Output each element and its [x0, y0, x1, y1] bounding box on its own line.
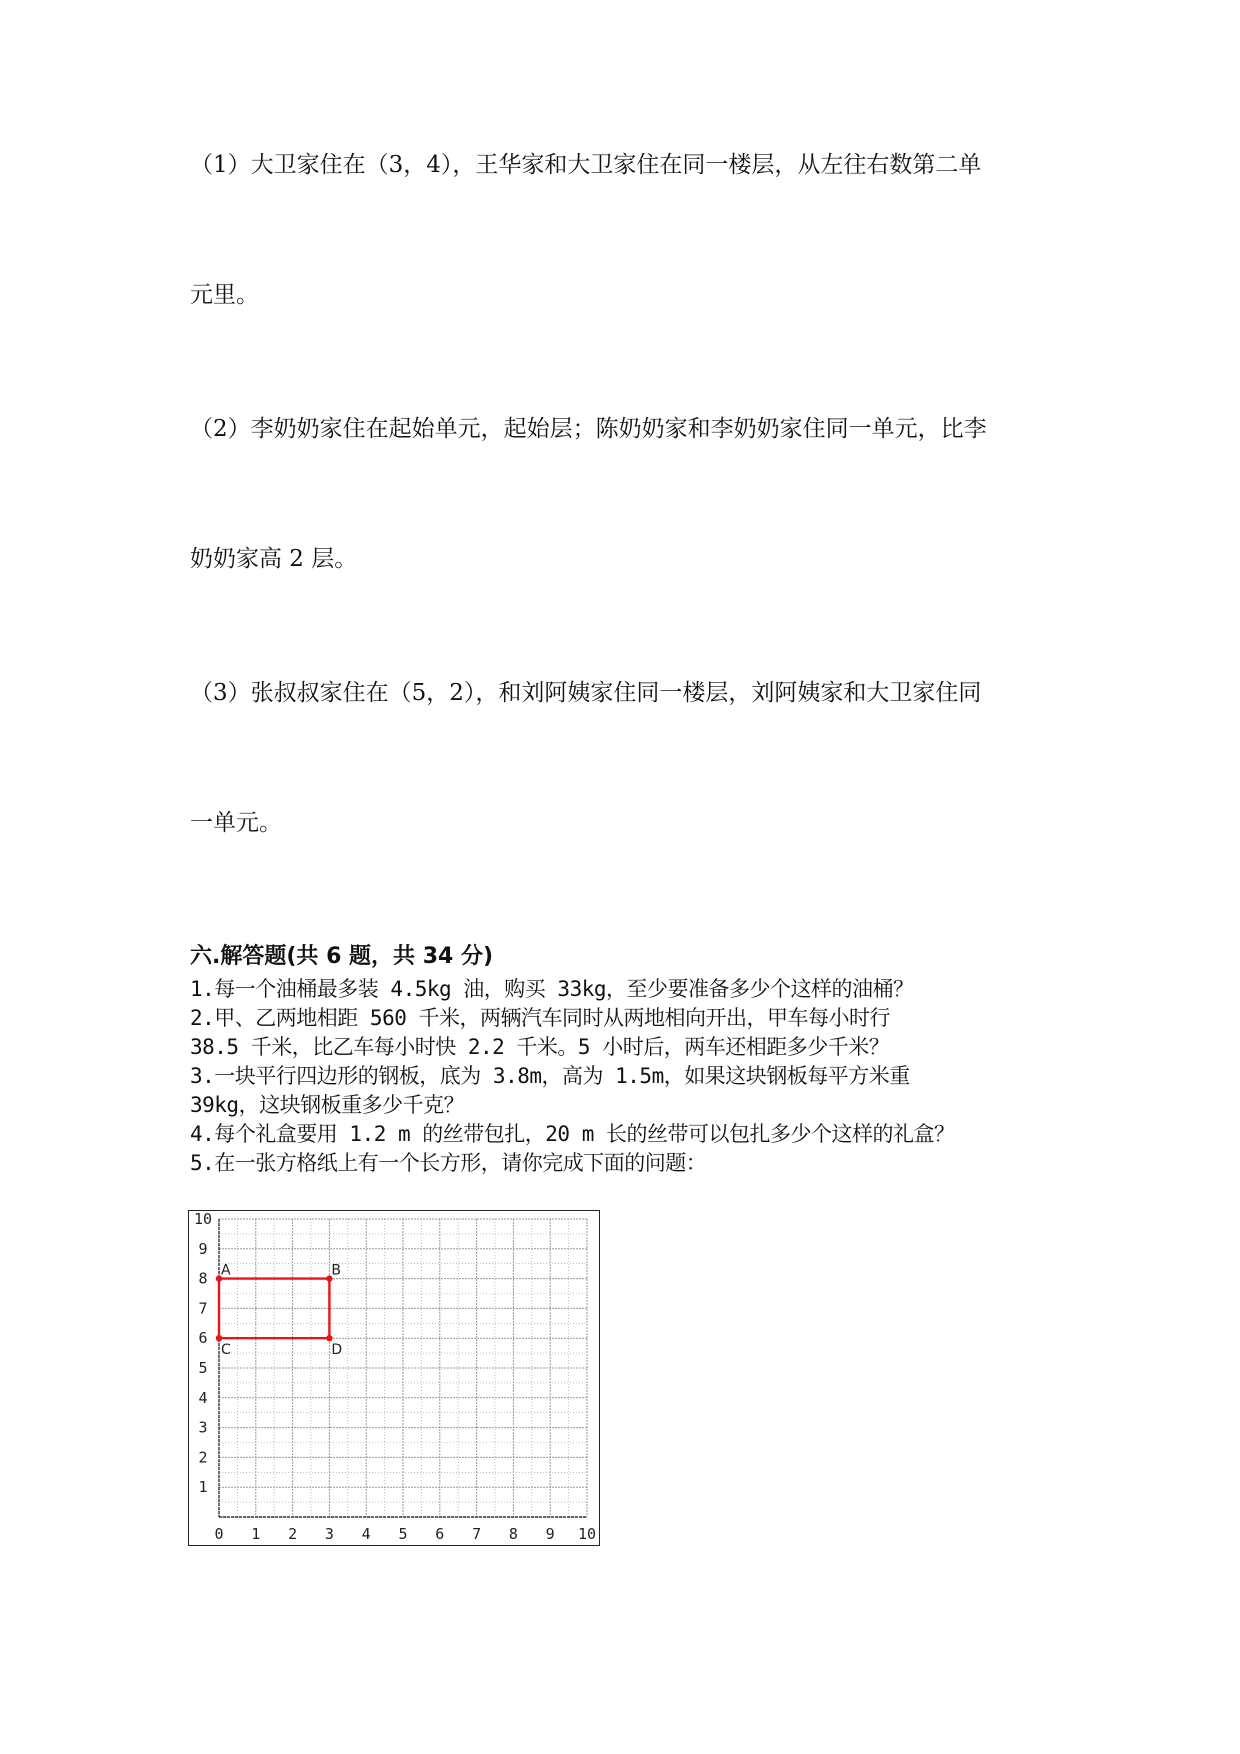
x-tick-label: 2 — [288, 1525, 298, 1543]
y-tick-label: 10 — [193, 1211, 213, 1228]
y-tick-label: 7 — [198, 1299, 208, 1318]
x-tick-label: 1 — [251, 1525, 261, 1543]
question-5: 5.在一张方格纸上有一个长方形，请你完成下面的问题： — [190, 1151, 707, 1175]
y-tick-label: 3 — [198, 1418, 208, 1437]
question-3b: 39kg，这块钢板重多少千克？ — [190, 1093, 465, 1117]
question-2a: 2.甲、乙两地相距 560 千米，两辆汽车同时从两地相向开出，甲车每小时行 — [190, 1006, 890, 1030]
item1-line1: （1）大卫家住在（3，4），王华家和大卫家住在同一楼层，从左往右数第二单 — [190, 152, 982, 178]
y-tick-label: 4 — [198, 1388, 208, 1407]
question-2b: 38.5 千米，比乙车每小时快 2.2 千米。5 小时后，两车还相距多少千米？ — [190, 1035, 890, 1059]
question-1: 1.每一个油桶最多装 4.5kg 油，购买 33kg，至少要准备多少个这样的油桶？ — [190, 977, 914, 1001]
item2-line2: 奶奶家高 2 层。 — [190, 546, 358, 572]
item2-line1: （2）李奶奶家住在起始单元，起始层；陈奶奶家和李奶奶家住同一单元，比李 — [190, 416, 987, 442]
item3-line1: （3）张叔叔家住在（5，2），和刘阿姨家住同一楼层，刘阿姨家和大卫家住同 — [190, 680, 982, 706]
y-tick-label: 1 — [198, 1478, 208, 1497]
y-tick-label: 8 — [198, 1269, 208, 1288]
point-label-a: A — [221, 1262, 231, 1279]
point-label-b: B — [331, 1262, 342, 1279]
y-tick-label: 9 — [198, 1239, 208, 1258]
point-label-d: D — [331, 1342, 343, 1359]
x-tick-label: 10 — [577, 1525, 597, 1543]
x-tick-label: 3 — [324, 1525, 334, 1543]
x-tick-label: 4 — [361, 1525, 371, 1543]
question-4: 4.每个礼盒要用 1.2 m 的丝带包扎，20 m 长的丝带可以包扎多少个这样的礼盒？ — [190, 1122, 955, 1146]
grid-paper-figure — [188, 1210, 600, 1546]
point-label-c: C — [221, 1342, 231, 1359]
x-tick-label: 6 — [435, 1525, 445, 1543]
x-tick-label: 8 — [508, 1525, 518, 1543]
question-3a: 3.一块平行四边形的钢板，底为 3.8m，高为 1.5m，如果这块钢板每平方米重 — [190, 1064, 910, 1088]
x-tick-label: 9 — [545, 1525, 555, 1543]
y-tick-label: 5 — [198, 1359, 208, 1377]
grid-svg — [189, 1211, 601, 1547]
item1-line2: 元里。 — [190, 282, 259, 308]
x-tick-label: 0 — [214, 1525, 224, 1543]
section-heading: 六.解答题(共 6 题，共 34 分) — [190, 944, 494, 969]
y-tick-label: 2 — [198, 1448, 208, 1467]
point-c — [216, 1335, 222, 1341]
point-d — [326, 1335, 332, 1341]
item3-line2: 一单元。 — [190, 810, 282, 836]
x-tick-label: 7 — [472, 1525, 482, 1543]
x-tick-label: 5 — [398, 1525, 408, 1543]
y-tick-label: 6 — [198, 1329, 208, 1348]
